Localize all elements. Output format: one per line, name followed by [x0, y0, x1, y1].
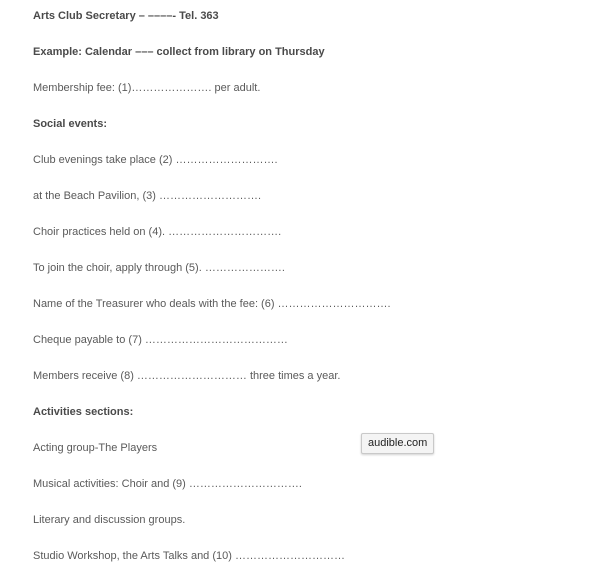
doc-line-12: Activities sections: — [33, 406, 134, 418]
doc-line-10: Cheque payable to (7) ………………………………… — [33, 334, 288, 346]
doc-line-2: Example: Calendar ––– collect from library on Thursday — [33, 46, 325, 58]
doc-line-16: Studio Workshop, the Arts Talks and (10) ………………………… — [33, 550, 345, 562]
doc-line-3: Membership fee: (1)…………………. per adult. — [33, 82, 261, 94]
tooltip: audible.com — [361, 433, 434, 454]
doc-line-9: Name of the Treasurer who deals with the fee: (6) …………………………. — [33, 298, 391, 310]
doc-line-14: Musical activities: Choir and (9) …………………………. — [33, 478, 302, 490]
doc-line-4: Social events: — [33, 118, 107, 130]
doc-line-8: To join the choir, apply through (5). …………………. — [33, 262, 285, 274]
doc-line-5: Club evenings take place (2) ………………………. — [33, 154, 278, 166]
doc-line-11: Members receive (8) ………………………… three times a year. — [33, 370, 341, 382]
doc-line-13: Acting group-The Players — [33, 442, 158, 454]
doc-line-7: Choir practices held on (4). …………………………. — [33, 226, 282, 238]
doc-line-6: at the Beach Pavilion, (3) ………………………. — [33, 190, 262, 202]
doc-line-1: Arts Club Secretary – ––––- Tel. 363 — [33, 10, 219, 22]
doc-line-15: Literary and discussion groups. — [33, 514, 186, 526]
